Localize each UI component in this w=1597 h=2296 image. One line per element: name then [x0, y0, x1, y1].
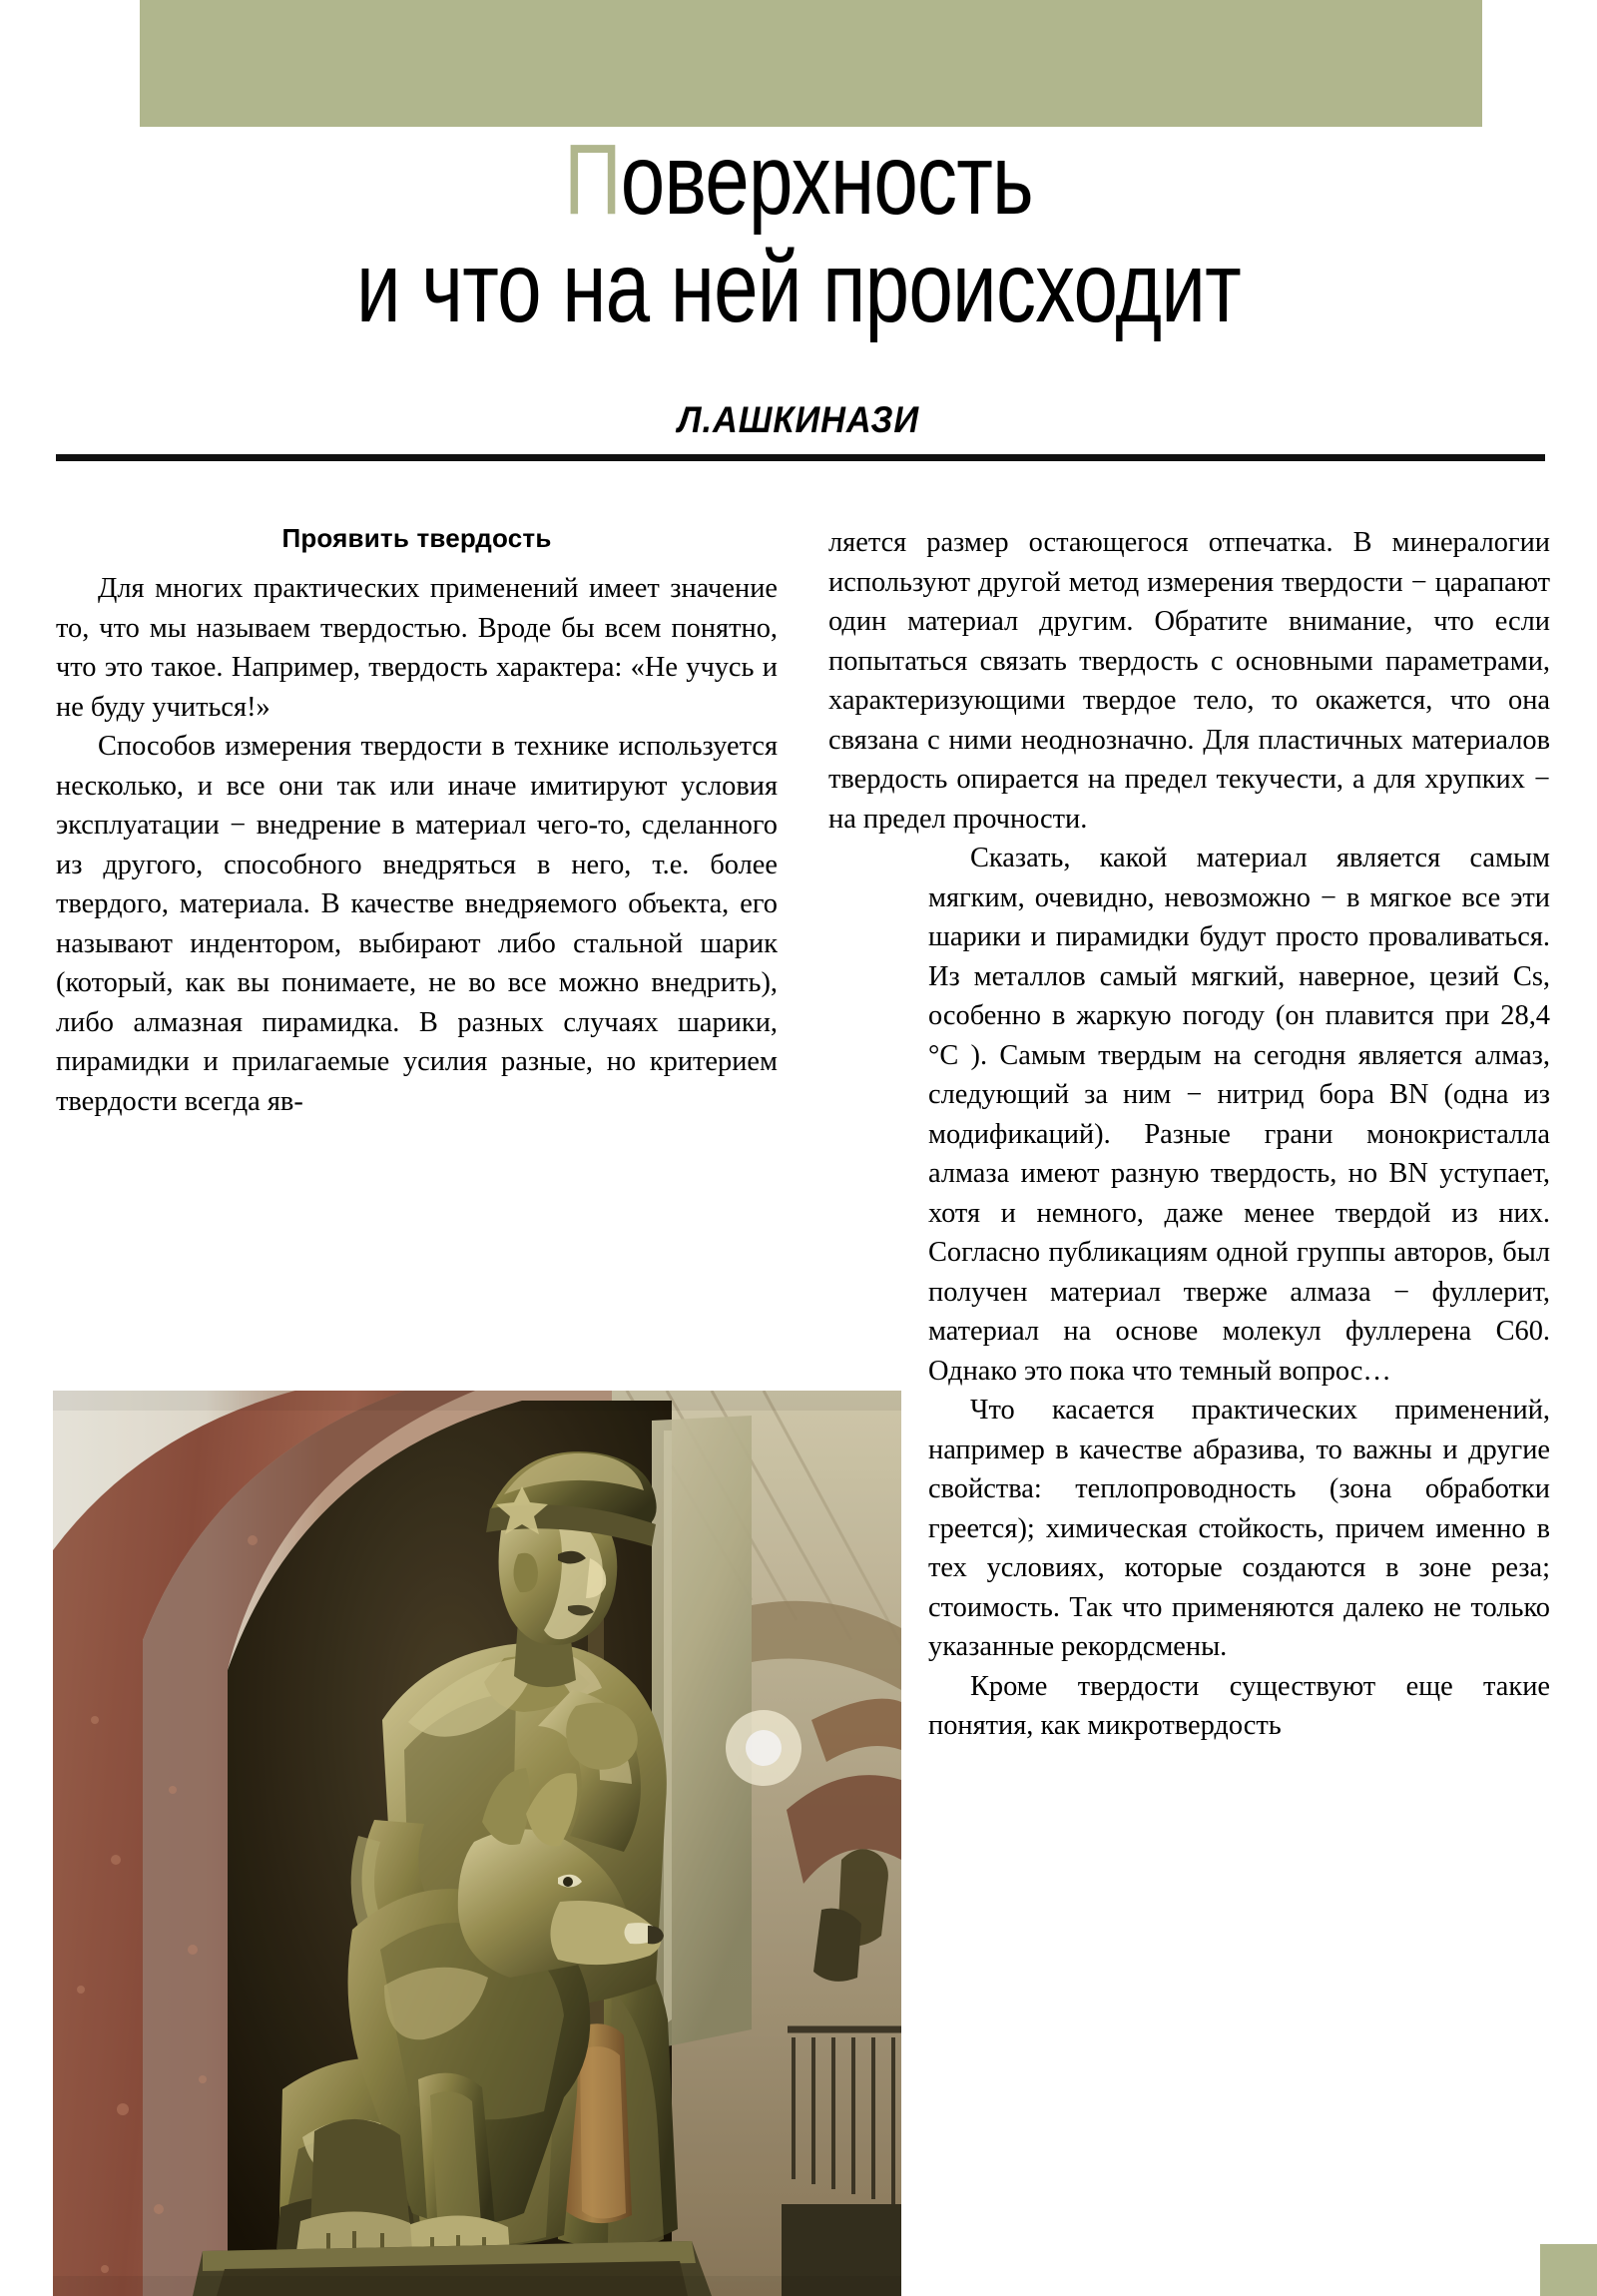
paragraph-text: Сказать, какой материал является самым мягким, очевидно, невозможно − в мягкое все эти шарики и пирамидки будут просто проваливаться. Из металлов самый мягкий, наверное, цезий Cs, особенно в жаркую погоду (он плавится при 28,4 °C ). Самым твердым на сегодня является алмаз, следующий за ним − нитрид бора BN (одна из модификаций). Разные грани монокристалла алмаза имеют разную твердость, но BN уступает, хотя и немного, даже менее твердой из них. Согласно публикациям одной группы авторов, был получен материал тверже алмаза − фуллерит, материал на основе молекул фуллерена С60. Однако это пока что темный вопрос… — [928, 843, 1550, 1387]
corner-accent-block — [1540, 2244, 1597, 2296]
photograph-illustration — [53, 1391, 901, 2296]
masthead-color-band — [140, 0, 1482, 127]
paragraph: Что касается практических применений, например в качестве абразива, то важны и другие свойства: теплопроводность (зона обработки греется); химическая стойкость, причем именно в тех условиях, которые создаются в зоне реза; стоимость. Так что применяются далеко не только указанные рекордсмены. — [928, 1395, 1550, 1662]
title-line-1-rest: оверхность — [620, 124, 1033, 236]
paragraph-continued: ляется размер остающегося отпечатка. В минералогии используют другой метод измерения твердости − царапают один материал другим. Обратите внимание, что если попытаться связать твердость с основными параметрами, характеризующими твердое тело, то окажется, что она связана с ними неоднозначно. Для пластичных материалов твердость опирается на предел текучести, а для хрупких − на предел прочности. — [828, 527, 1550, 835]
article-column-right — [828, 523, 1550, 1746]
page-title — [0, 126, 1597, 341]
article-column-left — [56, 523, 778, 1121]
paragraph: Способов измерения твердости в технике используется несколько, и все они так или иначе имитируют условия эксплуатации − внедрение в материал чего-то, сделанного из другого, способного внедряться в него, т.е. более твердого, материала. В качестве внедряемого объекта, его называют индентором, выбирают либо стальной шарик (который, как вы понимаете, не во все можно внедрить), либо алмазная пирамидка. В разных случаях шарики, пирамидки и прилагаемые усилия разные, но критерием твердости всегда яв- — [56, 731, 778, 1117]
title-line-2: и что на ней происходит — [356, 232, 1241, 343]
paragraph — [828, 839, 1550, 1391]
paragraph: Для многих практических применений имеет значение то, что мы называем твердостью. Вроде бы всем понятно, что это такое. Например, твердость характера: «Не учусь и не буду учиться!» — [56, 573, 778, 723]
section-heading: Проявить твердость — [281, 523, 552, 553]
article-photograph — [53, 1391, 901, 2296]
title-line-1 — [160, 126, 1437, 234]
title-drop-cap: П — [564, 124, 621, 236]
author-byline: Л.АШКИНАЗИ — [677, 399, 920, 440]
paragraph: Кроме твердости существуют еще такие понятия, как микротвердость — [928, 1670, 1550, 1741]
header-divider-rule — [56, 454, 1545, 461]
